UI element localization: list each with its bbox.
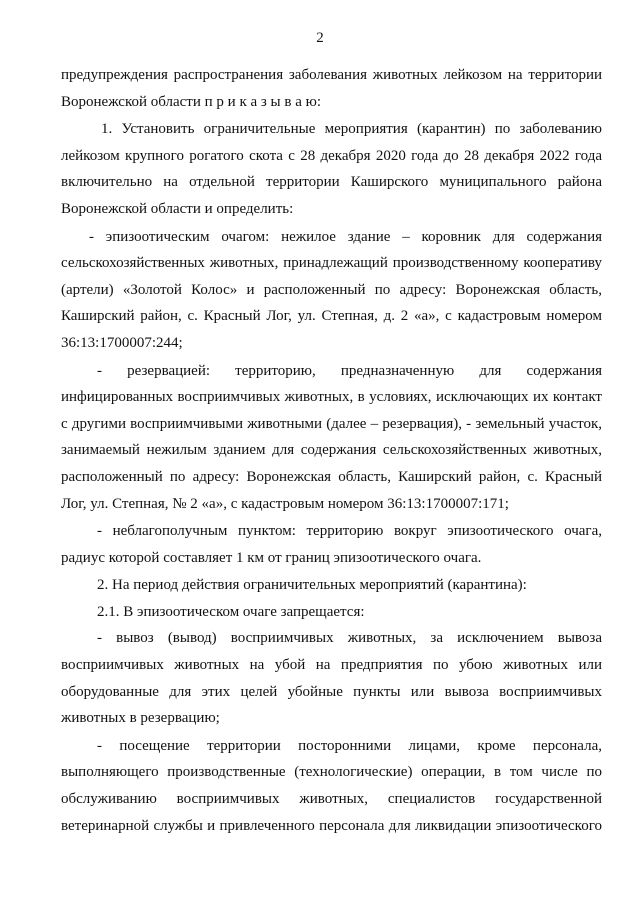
text-line: - посещение территории посторонними лицами, кроме персонала, <box>97 737 602 754</box>
text-line: выполняющего производственные (технологические) операции, в том числе по <box>61 764 602 781</box>
text-line: Воронежской области п р и к а з ы в а ю: <box>61 93 322 110</box>
text-line: 2. На период действия ограничительных мероприятий (карантина): <box>97 577 527 594</box>
text-line: Лог, ул. Степная, № 2 «а», с кадастровым номером 36:13:1700007:171; <box>61 495 509 512</box>
document-body <box>61 62 602 839</box>
text-line: - неблагополучным пунктом: территорию вокруг эпизоотического очага, <box>97 523 602 540</box>
text-line: ветеринарной службы и привлеченного персонала для ликвидации эпизоотического <box>61 817 602 834</box>
text-line: Воронежской области и определить: <box>61 200 294 217</box>
text-line: оборудованные для этих целей убойные пункты или вывоза восприимчивых <box>61 683 602 700</box>
text-line: восприимчивых животных на убой на предприятия по убою животных или <box>61 657 602 674</box>
text-line: радиус которой составляет 1 км от границ эпизоотического очага. <box>61 549 482 566</box>
text-line: 1. Установить ограничительные мероприятия (карантин) по заболеванию <box>101 121 602 138</box>
text-line: обслуживанию восприимчивых животных, специалистов государственной <box>61 791 602 808</box>
text-line: лейкозом крупного рогатого скота с 28 декабря 2020 года до 28 декабря 2022 года <box>61 147 602 164</box>
page-number: 2 <box>316 30 324 46</box>
text-line: - резервацией: территорию, предназначенную для содержания <box>97 362 602 379</box>
text-line: предупреждения распространения заболевания животных лейкозом на территории <box>61 67 602 83</box>
text-line: включительно на отдельной территории Каширского муниципального района <box>61 174 602 191</box>
text-line: 2.1. В эпизоотическом очаге запрещается: <box>97 603 365 620</box>
text-line: 36:13:1700007:244; <box>61 334 183 351</box>
text-line: - эпизоотическим очагом: нежилое здание – коровник для содержания <box>89 228 602 245</box>
text-line: (артели) «Золотой Колос» и расположенный по адресу: Воронежская область, <box>61 281 602 298</box>
text-line: - вывоз (вывод) восприимчивых животных, за исключением вывоза <box>97 630 602 647</box>
text-line: животных в резервацию; <box>61 710 220 727</box>
text-line: Каширский район, с. Красный Лог, ул. Степная, д. 2 «а», с кадастровым номером <box>61 308 602 325</box>
text-line: сельскохозяйственных животных, принадлежащий производственному кооперативу <box>61 255 602 272</box>
text-line: с другими восприимчивыми животными (далее – резервация), - земельный участок, <box>61 415 602 432</box>
text-line: инфицированных восприимчивых животных, в условиях, исключающих их контакт <box>61 389 602 406</box>
text-line: занимаемый нежилым зданием для содержания сельскохозяйственных животных, <box>61 442 602 459</box>
text-line: расположенный по адресу: Воронежская область, Каширский район, с. Красный <box>61 468 602 485</box>
